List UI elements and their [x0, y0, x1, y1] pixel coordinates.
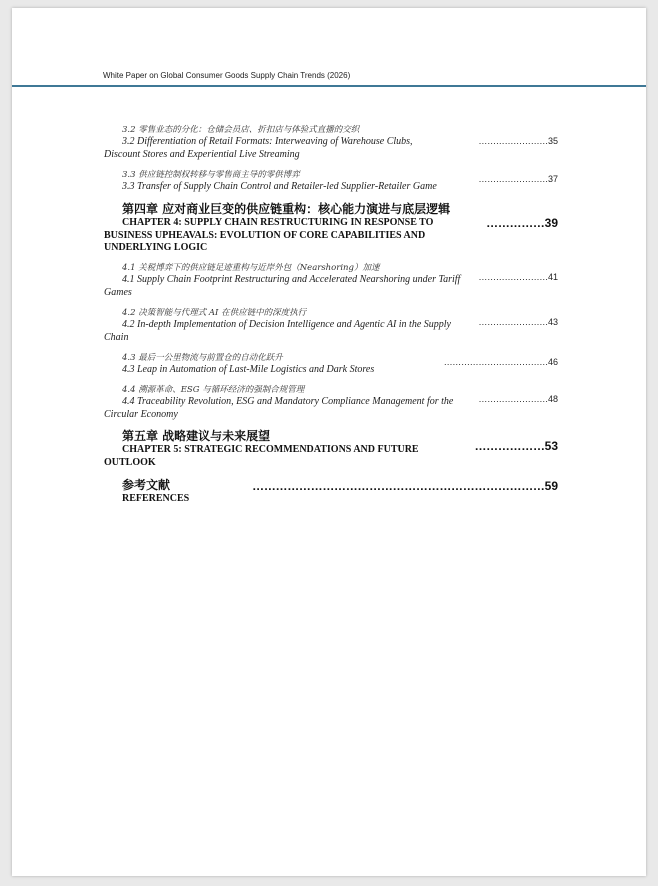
toc-chapter-title-cn: 第四章 应对商业巨变的供应链重构：核心能力演进与底层逻辑 [122, 202, 451, 216]
page-number: 48 [547, 394, 558, 404]
toc-references-title-en: REFERENCES [122, 493, 190, 504]
toc-leader [210, 479, 558, 493]
toc-entry-4-3[interactable] [104, 352, 558, 378]
page-number: 41 [547, 272, 558, 282]
header-rule [12, 85, 646, 87]
page-number: 35 [547, 136, 558, 146]
toc-entry-4-2[interactable] [104, 307, 558, 345]
toc-leader [478, 216, 558, 230]
leader-dots: …………… [486, 216, 545, 230]
toc-entry-title-cn: 3.2 零售业态的分化：仓储会员店、折扣店与体验式直播的交织 [122, 125, 360, 135]
page-number: 37 [547, 174, 558, 184]
leader-dots: …………………… [478, 174, 548, 184]
toc-entry-title-en: 4.3 Leap in Automation of Last-Mile Logistics and Dark Stores [122, 364, 375, 375]
toc-entry-3-3[interactable] [104, 169, 558, 195]
toc-chapter-title-en: CHAPTER 4: SUPPLY CHAIN RESTRUCTURING IN RESPONSE TO BUSINESS UPHEAVALS: EVOLUTION OF CORE CAPABILITIES AND UNDERLYING LOGIC [104, 217, 434, 253]
toc-leader [464, 439, 558, 453]
toc-entry-title-cn: 4.4 溯源革命、ESG 与循环经济的强制合规管理 [122, 385, 305, 395]
toc-entry-title-en: 3.3 Transfer of Supply Chain Control and Retailer-led Supplier-Retailer Game [122, 181, 437, 192]
toc-leader [472, 317, 558, 327]
toc-entry-title-en: 4.4 Traceability Revolution, ESG and Mandatory Compliance Management for the Circular Economy [104, 396, 454, 420]
leader-dots: ……………………………… [443, 357, 548, 367]
toc-chapter-5[interactable] [104, 429, 560, 471]
toc-references[interactable] [104, 478, 560, 508]
toc-entry-title-cn: 4.1 关税博弈下的供应链足迹重构与近岸外包（Nearshoring）加速 [122, 263, 380, 273]
running-header: White Paper on Global Consumer Goods Supply Chain Trends (2026) [103, 71, 351, 80]
toc-leader [472, 272, 558, 282]
document-page [12, 8, 646, 876]
toc-chapter-title-cn: 第五章 战略建议与未来展望 [122, 429, 271, 443]
toc-entry-4-1[interactable] [104, 262, 558, 300]
toc-entry-title-cn: 3.3 供应链控制权转移与零售商主导的零供博弈 [122, 170, 300, 180]
toc-entry-3-2[interactable] [104, 124, 558, 162]
toc-leader [472, 174, 558, 184]
leader-dots: …………………… [478, 317, 548, 327]
toc-entry-title-cn: 4.3 最后一公里物流与前置仓的自动化跃升 [122, 353, 283, 363]
toc-entry-title-cn: 4.2 决策智能与代理式 AI 在供应链中的深度执行 [122, 308, 307, 318]
leader-dots: ………………………………………………………………… [252, 479, 545, 493]
page-number: 39 [544, 216, 558, 230]
toc-entry-4-4[interactable] [104, 384, 558, 422]
toc-leader [472, 394, 558, 404]
toc-leader [420, 357, 558, 367]
page-number: 59 [544, 479, 558, 493]
toc-leader [472, 136, 558, 146]
leader-dots: ……………… [474, 439, 545, 453]
page-number: 46 [547, 357, 558, 367]
leader-dots: …………………… [478, 136, 548, 146]
toc-entry-title-en: 4.2 In-depth Implementation of Decision Intelligence and Agentic AI in the Supply Chain [104, 319, 451, 343]
toc-references-title-cn: 参考文献 [122, 478, 171, 492]
page-number: 43 [547, 317, 558, 327]
page-number: 53 [544, 439, 558, 453]
toc-entry-title-en: 4.1 Supply Chain Footprint Restructuring and Accelerated Nearshoring under Tariff Games [104, 274, 461, 298]
toc-chapter-4[interactable] [104, 202, 560, 254]
toc-entry-title-en: 3.2 Differentiation of Retail Formats: Interweaving of Warehouse Clubs, Discount Stores and Experiential Live Streaming [104, 136, 413, 160]
toc-chapter-title-en: CHAPTER 5: STRATEGIC RECOMMENDATIONS AND FUTURE OUTLOOK [104, 444, 419, 468]
leader-dots: …………………… [478, 272, 548, 282]
leader-dots: …………………… [478, 394, 548, 404]
